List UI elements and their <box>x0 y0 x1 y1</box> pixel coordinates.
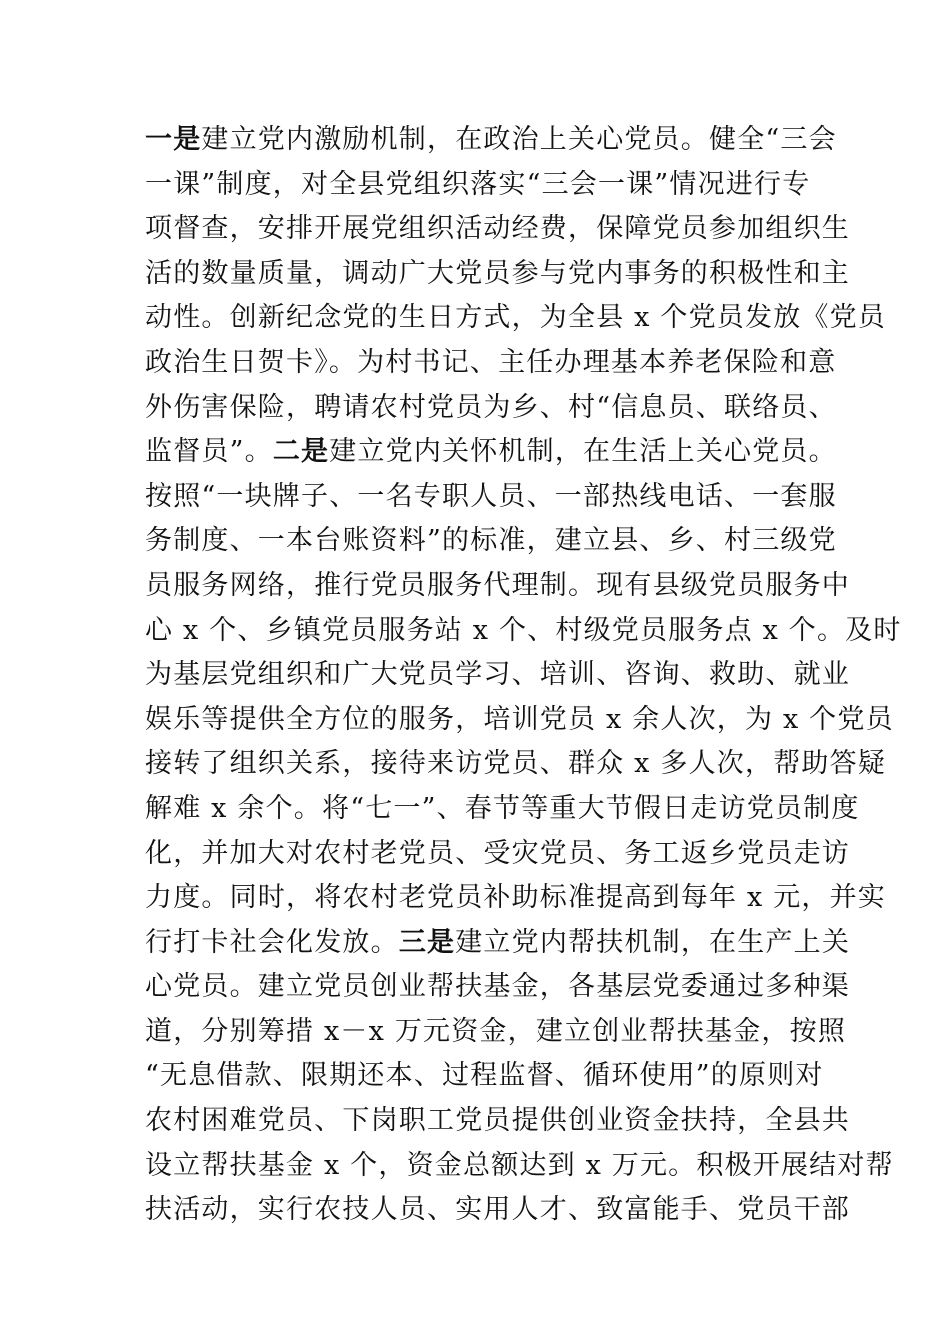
text-run: 扶活动，实行农技人员、实用人才、致富能手、党员干部 <box>145 1194 850 1226</box>
text-line <box>145 1144 894 1189</box>
text-line <box>145 252 850 297</box>
body-paragraph <box>145 118 902 1233</box>
text-line <box>145 832 850 877</box>
bold-lead-phrase: 三是 <box>398 926 456 958</box>
text-line <box>145 1010 847 1055</box>
text-run: 一课”制度，对全县党组织落实“三会一课”情况进行专 <box>145 168 811 200</box>
text-line <box>145 207 850 252</box>
text-line <box>145 1054 824 1099</box>
text-run: 心党员。建立党员创业帮扶基金，各基层党委通过多种渠 <box>145 971 850 1003</box>
bold-lead-phrase: 二是 <box>272 436 330 468</box>
text-run: 建立党内帮扶机制，在生产上关 <box>455 926 851 958</box>
text-run: 项督查，安排开展党组织活动经费，保障党员参加组织生 <box>145 213 850 245</box>
text-run: 道，分别筹措 x－x 万元资金，建立创业帮扶基金，按照 <box>145 1015 847 1047</box>
text-line <box>145 1188 850 1233</box>
text-run: 务制度、一本台账资料”的标准，建立县、乡、村三级党 <box>145 525 837 557</box>
text-line <box>145 653 850 698</box>
text-run: 接转了组织关系，接待来访党员、群众 x 多人次，帮助答疑 <box>145 748 886 780</box>
text-run: 设立帮扶基金 x 个，资金总额达到 x 万元。积极开展结对帮 <box>145 1149 894 1181</box>
text-run: 外伤害保险，聘请农村党员为乡、村“信息员、联络员、 <box>145 391 837 423</box>
text-line <box>145 430 837 475</box>
text-line <box>145 296 886 341</box>
text-line <box>145 519 837 564</box>
text-line <box>145 564 850 609</box>
text-line <box>145 386 837 431</box>
text-line <box>145 341 837 386</box>
text-line <box>145 965 850 1010</box>
text-line <box>145 609 902 654</box>
text-run: 政治生日贺卡》。为村书记、主任办理基本养老保险和意 <box>145 346 837 378</box>
text-line <box>145 742 886 787</box>
text-line <box>145 921 851 966</box>
text-run: 员服务网络，推行党员服务代理制。现有县级党员服务中 <box>145 569 850 601</box>
text-run: 农村困难党员、下岗职工党员提供创业资金扶持，全县共 <box>145 1105 850 1137</box>
text-run: 建立党内关怀机制，在生活上关心党员。 <box>329 436 837 468</box>
text-run: 建立党内激励机制，在政治上关心党员。健全“三会 <box>201 124 837 155</box>
text-run: 心 x 个、乡镇党员服务站 x 个、村级党员服务点 x 个。及时 <box>145 614 902 646</box>
text-run: 动性。创新纪念党的生日方式，为全县 x 个党员发放《党员 <box>145 302 886 334</box>
text-line <box>145 163 811 208</box>
text-line <box>145 876 886 921</box>
bold-lead-phrase: 一是 <box>145 124 202 155</box>
text-run: 化，并加大对农村老党员、受灾党员、务工返乡党员走访 <box>145 837 850 869</box>
text-line <box>145 475 837 520</box>
text-run: 监督员”。 <box>145 436 273 468</box>
text-line <box>145 698 894 743</box>
text-run: “无息借款、限期还本、过程监督、循环使用”的原则对 <box>145 1060 824 1092</box>
text-run: 娱乐等提供全方位的服务，培训党员 x 余人次，为 x 个党员 <box>145 703 894 735</box>
text-run: 按照“一块牌子、一名专职人员、一部热线电话、一套服 <box>145 480 837 512</box>
text-line <box>145 1099 850 1144</box>
text-line <box>145 118 837 163</box>
text-run: 为基层党组织和广大党员学习、培训、咨询、救助、就业 <box>145 659 850 691</box>
text-run: 解难 x 余个。将“七一”、春节等重大节假日走访党员制度 <box>145 792 860 824</box>
text-run: 力度。同时，将农村老党员补助标准提高到每年 x 元，并实 <box>145 882 886 914</box>
text-run: 行打卡社会化发放。 <box>145 926 399 958</box>
text-line <box>145 787 860 832</box>
text-run: 活的数量质量，调动广大党员参与党内事务的积极性和主 <box>145 257 850 289</box>
